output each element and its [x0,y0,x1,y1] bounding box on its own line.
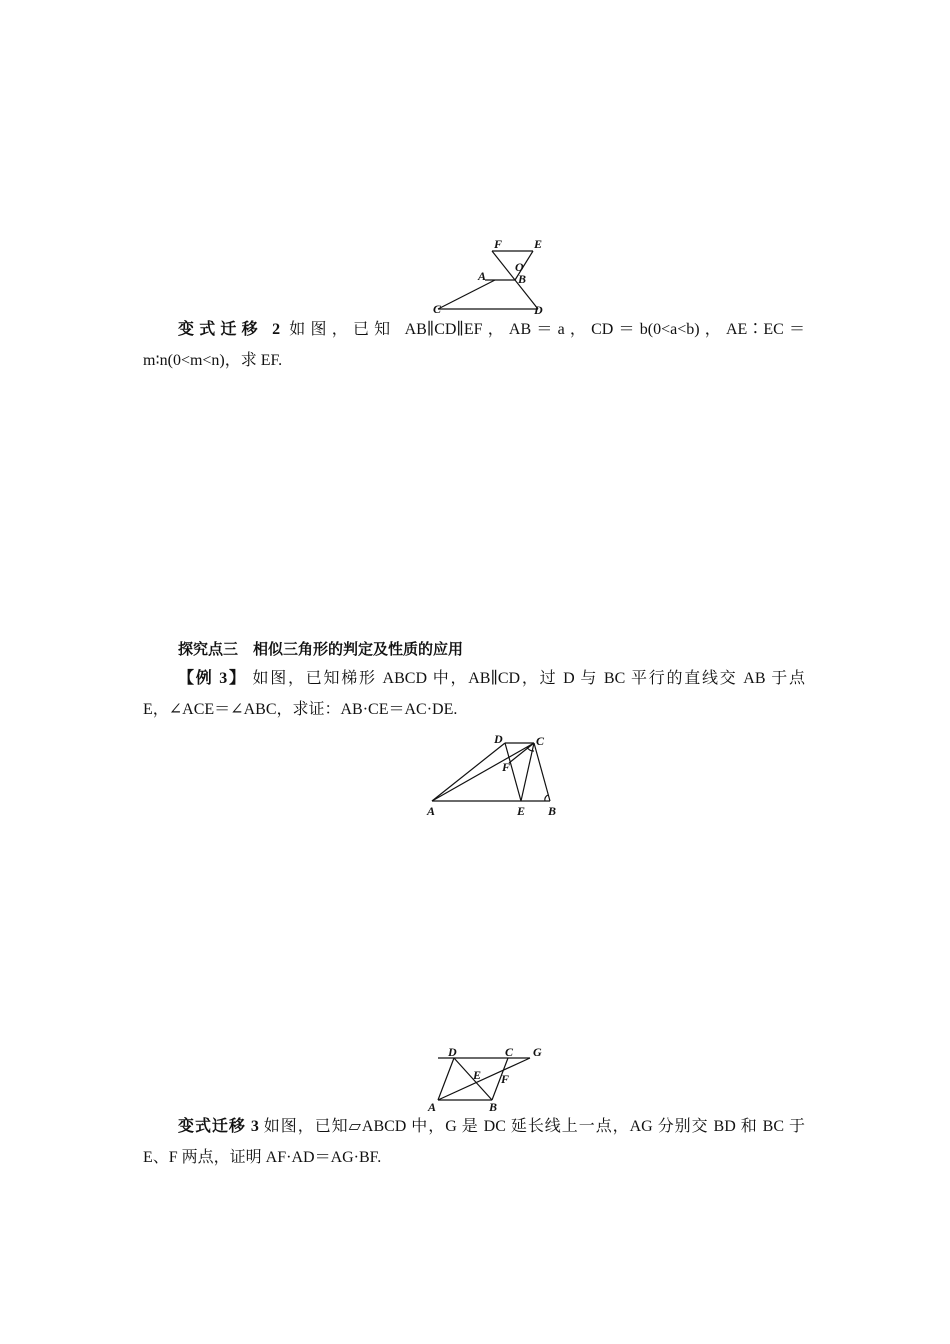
label-D: D [494,732,503,746]
exercise-variation-3 [143,1111,805,1173]
exercise-label: 变式迁移 3 [178,1118,259,1135]
label-F: F [501,1072,510,1086]
label-A: A [427,804,436,818]
exercise-line-1: 变式迁移 2 如图，已知 AB∥CD∥EF，AB＝a，CD＝b(0<a<b)，AE∶EC＝ [178,321,805,338]
example-line-2: E，∠ACE＝∠ABC，求证：AB·CE＝AC·DE. [143,701,458,718]
label-B: B [518,272,527,286]
example-line-1: 【例 3】 如图，已知梯形 ABCD 中，AB∥CD，过 D 与 BC 平行的直线交 AB 于点 [178,670,805,687]
exercise-line-1: 变式迁移 3 如图，已知▱ABCD 中，G 是 DC 延长线上一点，AG 分别交 BD 和 BC 于 [178,1118,805,1135]
label-F: F [494,237,503,251]
label-C: C [433,302,442,316]
label-F: F [502,760,511,774]
example-3 [143,663,805,725]
exercise-label: 变式迁移 2 [178,321,281,338]
label-E: E [517,804,526,818]
label-A: A [428,1100,437,1114]
figure-2-trapezoid [424,731,564,821]
label-B: B [548,804,557,818]
exercise-line-2: m∶n(0<m<n)，求 EF. [143,352,283,369]
label-G: G [533,1045,542,1059]
label-O: O [515,260,524,274]
example-label: 【例 3】 [178,670,247,687]
label-A: A [478,269,487,283]
label-D: D [448,1045,457,1059]
section-heading: 探究点三 相似三角形的判定及性质的应用 [178,640,464,658]
figure-3-parallelogram [426,1044,556,1116]
figure-1-parallel-lines [430,234,550,316]
label-E: E [534,237,543,251]
label-C: C [536,734,545,748]
label-B: B [489,1100,498,1114]
label-E: E [473,1068,482,1082]
exercise-variation-2 [143,314,805,376]
label-C: C [505,1045,514,1059]
label-D: D [534,303,543,317]
exercise-line-2: E、F 两点，证明 AF·AD＝AG·BF. [143,1149,382,1166]
